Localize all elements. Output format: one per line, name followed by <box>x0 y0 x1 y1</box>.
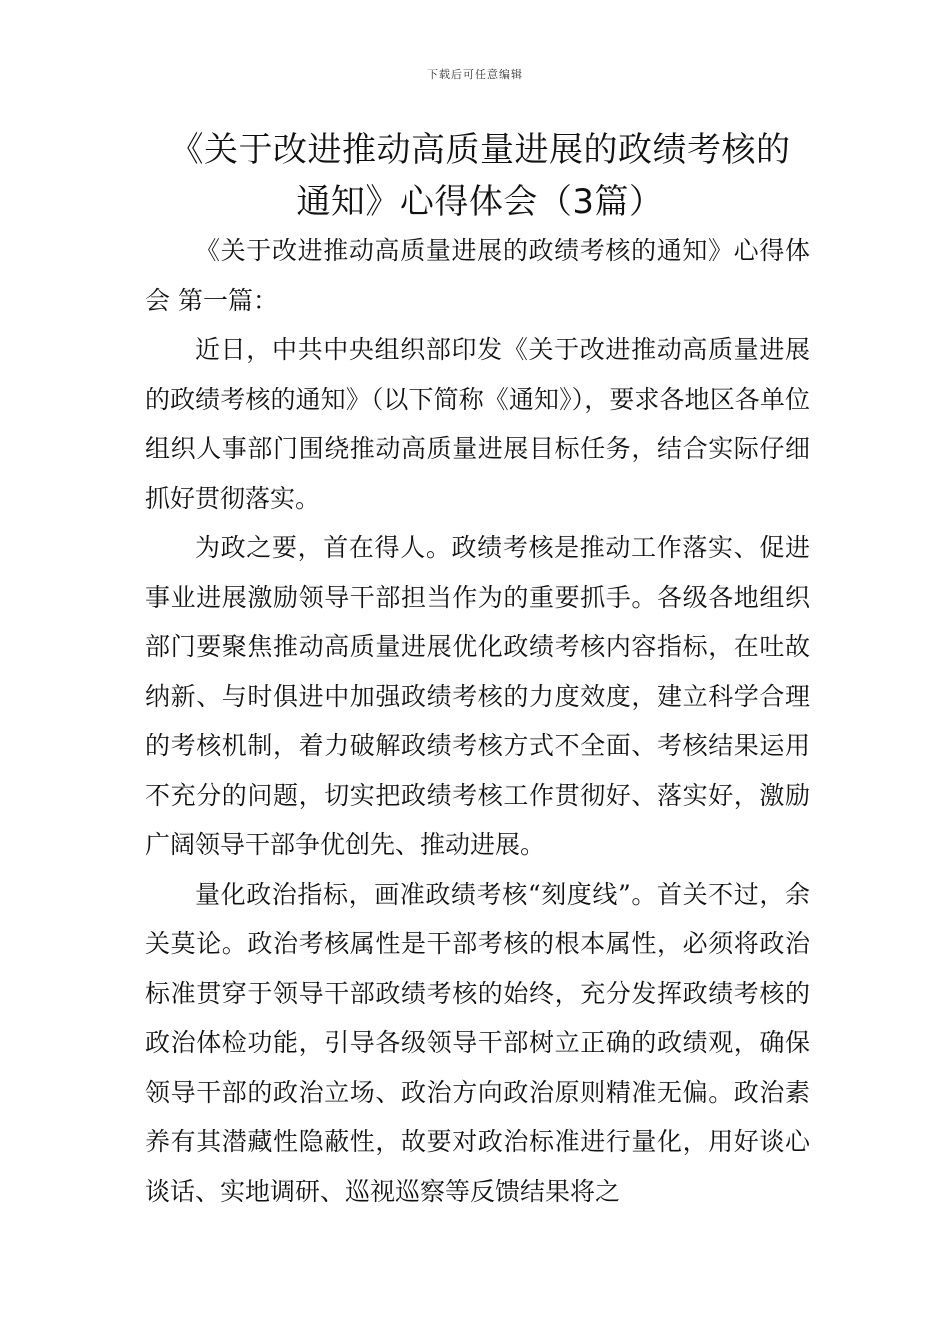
paragraph: 近日，中共中央组织部印发《关于改进推动高质量进展的政绩考核的通知》（以下简称《通知》），要求各地区各单位组织人事部门围绕推动高质量进展目标任务，结合实际仔细抓好贯彻落实。 <box>145 335 810 513</box>
document-title-line-1: 《关于改进推动高质量进展的政绩考核的 <box>169 130 791 170</box>
header-note: 下载后可任意编辑 <box>427 68 523 81</box>
paragraph-subtitle: 《关于改进推动高质量进展的政绩考核的通知》心得体会 第一篇： <box>145 236 810 315</box>
document-body <box>145 226 810 1216</box>
document-title-line-2: 通知》心得体会（3篇） <box>296 182 664 222</box>
paragraph: 为政之要，首在得人。政绩考核是推动工作落实、促进事业进展激励领导干部担当作为的重要抓手。各级各地组织部门要聚焦推动高质量进展优化政绩考核内容指标，在吐故纳新、与时俱进中加强政绩考核的力度效度，建立科学合理的考核机制，着力破解政绩考核方式不全面、考核结果运用不充分的问题，切实把政绩考核工作贯彻好、落实好，激励广阔领导干部争优创先、推动进展。 <box>145 533 810 859</box>
paragraph: 量化政治指标，画准政绩考核“刻度线”。首关不过，余关莫论。政治考核属性是干部考核的根本属性，必须将政治标准贯穿于领导干部政绩考核的始终，充分发挥政绩考核的政治体检功能，引导各级领导干部树立正确的政绩观，确保领导干部的政治立场、政治方向政治原则精准无偏。政治素养有其潜藏性隐蔽性，故要对政治标准进行量化，用好谈心谈话、实地调研、巡视巡察等反馈结果将之 <box>145 879 810 1206</box>
document-title <box>120 124 840 228</box>
